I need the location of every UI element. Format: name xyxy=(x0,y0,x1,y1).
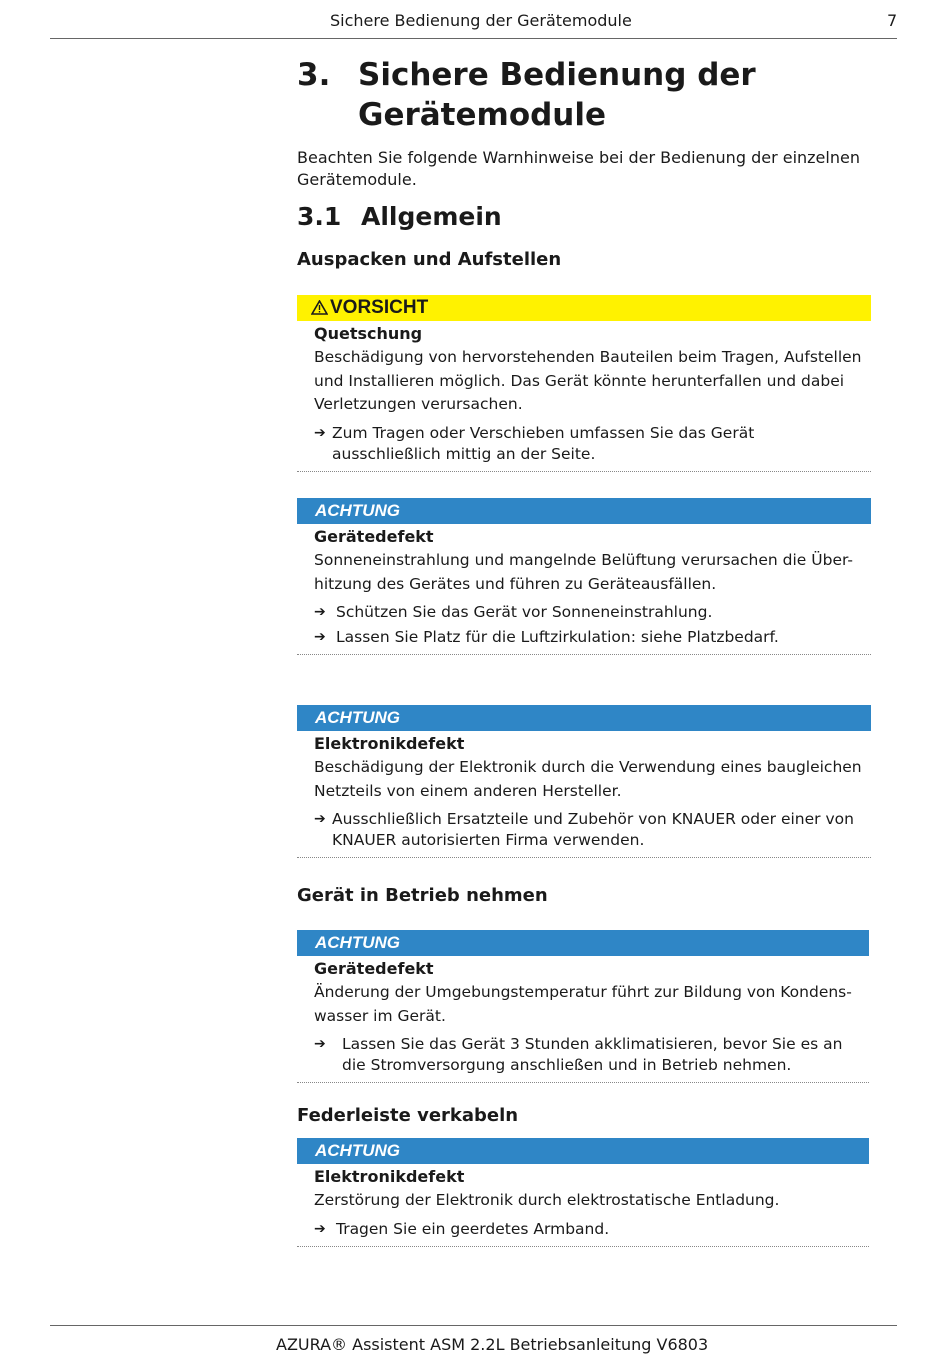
action-text: Ausschließlich Ersatzteile und Zubehör von KNAUER oder einer von KNAUER autorisierten Firma verwenden. xyxy=(332,810,854,849)
arrow-right-icon: ➔ xyxy=(314,424,326,441)
notice-title: Gerätedefekt xyxy=(314,959,434,978)
page-number: 7 xyxy=(887,11,898,30)
signal-bar-vorsicht xyxy=(297,295,871,321)
action-text: Lassen Sie das Gerät 3 Stunden akklimatisieren, bevor Sie es an die Stromversorgung anschließen und in Betrieb nehmen. xyxy=(342,1035,843,1074)
notice-description: Beschädigung von hervorstehenden Bauteilen beim Tragen, Aufstellen und Installieren möglich. Das Gerät könnte herunterfallen und dabei Verletzungen verursachen. xyxy=(314,348,862,413)
action-item xyxy=(314,1219,863,1240)
subsection-wiring: Federleiste verkabeln xyxy=(297,1105,519,1126)
running-title: Sichere Bedienung der Gerätemodule xyxy=(330,11,632,30)
page-footer: AZURA® Assistent ASM 2.2L Betriebsanleitung V6803 xyxy=(276,1335,709,1354)
notice-title: Elektronikdefekt xyxy=(314,734,465,753)
arrow-right-icon: ➔ xyxy=(314,1036,326,1052)
section-number: 3.1 xyxy=(297,202,342,231)
action-item xyxy=(314,423,865,465)
subsection-startup: Gerät in Betrieb nehmen xyxy=(297,885,548,906)
section-title-text: Allgemein xyxy=(361,202,502,231)
notice-title: Quetschung xyxy=(314,324,423,343)
notice-divider xyxy=(297,654,871,655)
arrow-right-icon: ➔ xyxy=(314,604,326,620)
footer-divider xyxy=(50,1325,897,1326)
notice-description: Beschädigung der Elektronik durch die Verwendung eines baugleichen Netzteils von einem anderen Hersteller. xyxy=(314,758,862,800)
notice-achtung-kondenswasser xyxy=(297,930,869,1083)
notice-achtung-elektronikdefekt xyxy=(297,705,871,858)
intro-paragraph: Beachten Sie folgende Warnhinweise bei der Bedienung der einzelnen Gerätemodule. xyxy=(297,148,860,189)
notice-achtung-geraetedefekt xyxy=(297,498,871,655)
chapter-title-text xyxy=(358,55,858,135)
action-item xyxy=(314,1034,863,1076)
notice-description: Zerstörung der Elektronik durch elektrostatische Entladung. xyxy=(314,1191,780,1209)
arrow-right-icon: ➔ xyxy=(314,1220,326,1237)
subsection-unpack: Auspacken und Aufstellen xyxy=(297,249,562,270)
notice-divider xyxy=(297,471,871,472)
notice-description: Änderung der Umgebungstemperatur führt zur Bildung von Kondens-wasser im Gerät. xyxy=(314,983,852,1025)
chapter-title-line1: Sichere Bedienung der xyxy=(358,57,756,93)
chapter-title-line2: Gerätemodule xyxy=(358,97,607,133)
warning-triangle-icon xyxy=(311,300,328,315)
arrow-right-icon: ➔ xyxy=(314,629,326,645)
notice-description: Sonneneinstrahlung und mangelnde Belüftung verursachen die Über-hitzung des Gerätes und führen zu Geräteausfällen. xyxy=(314,551,853,593)
arrow-right-icon: ➔ xyxy=(314,811,326,827)
action-text: Schützen Sie das Gerät vor Sonneneinstrahlung. xyxy=(336,603,713,621)
header-divider xyxy=(50,38,897,39)
action-text: Zum Tragen oder Verschieben umfassen Sie das Gerät ausschließlich mittig an der Seite. xyxy=(332,423,755,463)
notice-divider xyxy=(297,857,871,858)
notice-title: Gerätedefekt xyxy=(314,527,434,546)
notice-title: Elektronikdefekt xyxy=(314,1167,465,1186)
action-text: Lassen Sie Platz für die Luftzirkulation: siehe Platzbedarf. xyxy=(336,628,779,646)
signal-bar-achtung: ACHTUNG xyxy=(297,930,869,956)
signal-bar-achtung: ACHTUNG xyxy=(297,1138,869,1164)
action-item xyxy=(314,602,865,623)
signal-bar-achtung: ACHTUNG xyxy=(297,705,871,731)
action-item xyxy=(314,809,865,851)
notice-vorsicht-quetschung xyxy=(297,295,871,472)
notice-achtung-esd xyxy=(297,1138,869,1247)
action-item xyxy=(314,627,865,648)
signal-bar-achtung: ACHTUNG xyxy=(297,498,871,524)
action-text: Tragen Sie ein geerdetes Armband. xyxy=(336,1219,610,1238)
notice-divider xyxy=(297,1082,869,1083)
notice-divider xyxy=(297,1246,869,1247)
signal-word: VORSICHT xyxy=(330,297,429,318)
chapter-number: 3. xyxy=(297,57,331,93)
